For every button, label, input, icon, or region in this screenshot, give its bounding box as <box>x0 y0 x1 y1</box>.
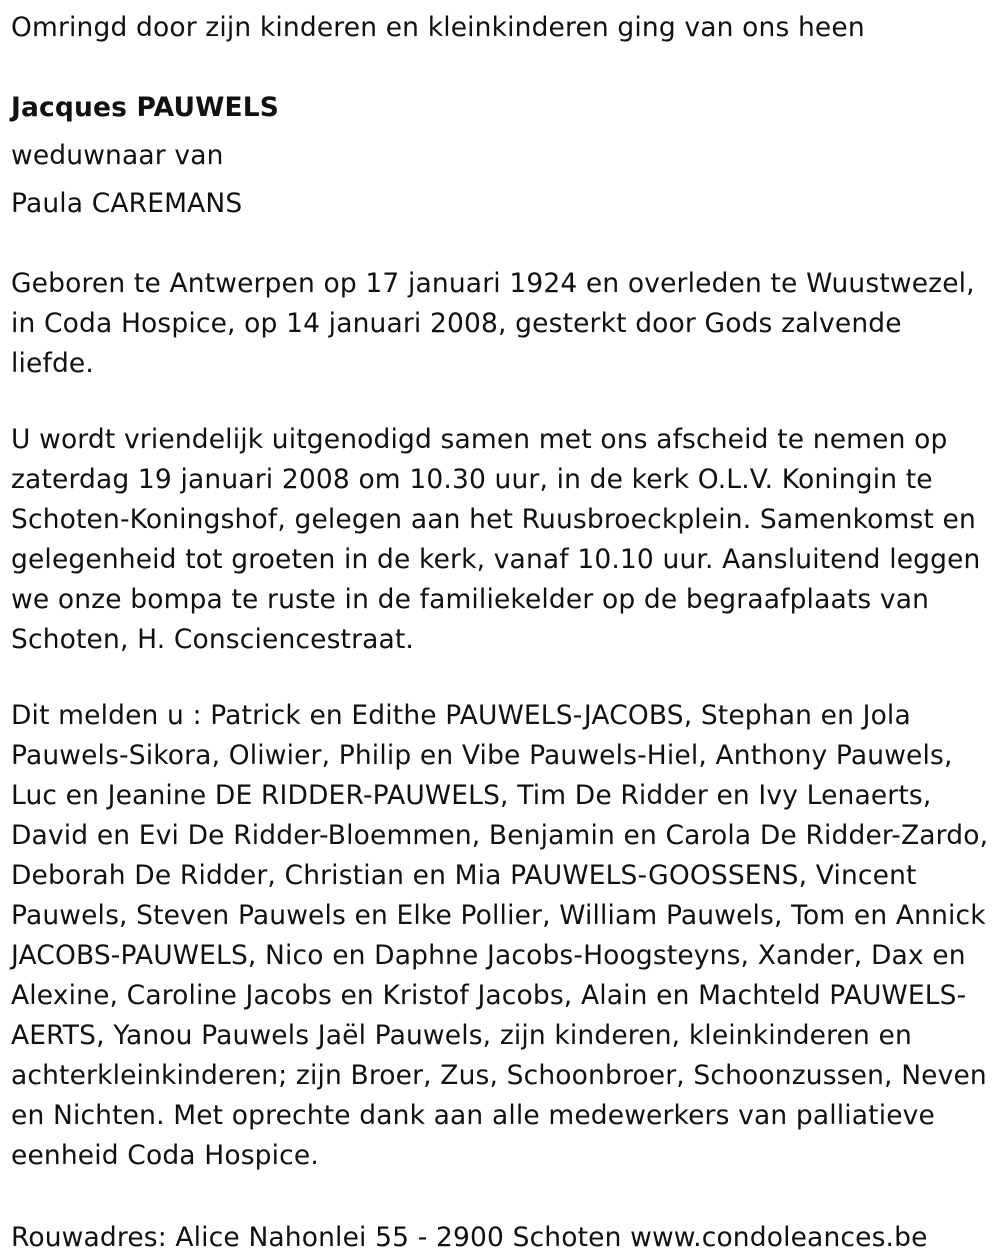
announcers-paragraph: Dit melden u : Patrick en Edithe PAUWELS-JACOBS, Stephan en Jola Pauwels-Sikora, Oliwier, Philip en Vibe Pauwels-Hiel, Anthony Pauwels, Luc en Jeanine DE RIDDER-PAUWELS, Tim De Ridder en Ivy Lenaerts, David en Evi De Ridder-Bloemmen, Benjamin en Carola De Ridder-Zardo, Deborah De Ridder, Christian en Mia PAUWELS-GOOSSENS, Vincent Pauwels, Steven Pauwels en Elke Pollier, William Pauwels, Tom en Annick JACOBS-PAUWELS, Nico en Daphne Jacobs-Hoogsteyns, Xander, Dax en Alexine, Caroline Jacobs en Kristof Jacobs, Alain en Machteld PAUWELS-AERTS, Yanou Pauwels Jaël Pauwels, zijn kinderen, kleinkinderen en achterkleinkinderen; zijn Broer, Zus, Schoonbroer, Schoonzussen, Neven en Nichten. Met oprechte dank aan alle medewerkers van palliatieve eenheid Coda Hospice. <box>11 700 989 1171</box>
spouse-name: Paula CAREMANS <box>11 188 243 219</box>
deceased-name: Jacques PAUWELS <box>11 92 280 123</box>
footer-address: Rouwadres: Alice Nahonlei 55 - 2900 Schoten www.condoleances.be <box>11 1222 928 1253</box>
birth-death-paragraph: Geboren te Antwerpen op 17 januari 1924 en overleden te Wuustwezel, in Coda Hospice, op 14 januari 2008, gesterkt door Gods zalvende liefde. <box>11 268 975 379</box>
relation-text: weduwnaar van <box>11 140 224 171</box>
intro-text: Omringd door zijn kinderen en kleinkinderen ging van ons heen <box>11 12 865 43</box>
ceremony-paragraph: U wordt vriendelijk uitgenodigd samen met ons afscheid te nemen op zaterdag 19 januari 2008 om 10.30 uur, in de kerk O.L.V. Koningin te Schoten-Koningshof, gelegen aan het Ruusbroeckplein. Samenkomst en gelegenheid tot groeten in de kerk, vanaf 10.10 uur. Aansluitend leggen we onze bompa te ruste in de familiekelder op de begraafplaats van Schoten, H. Consciencestraat. <box>11 424 981 655</box>
